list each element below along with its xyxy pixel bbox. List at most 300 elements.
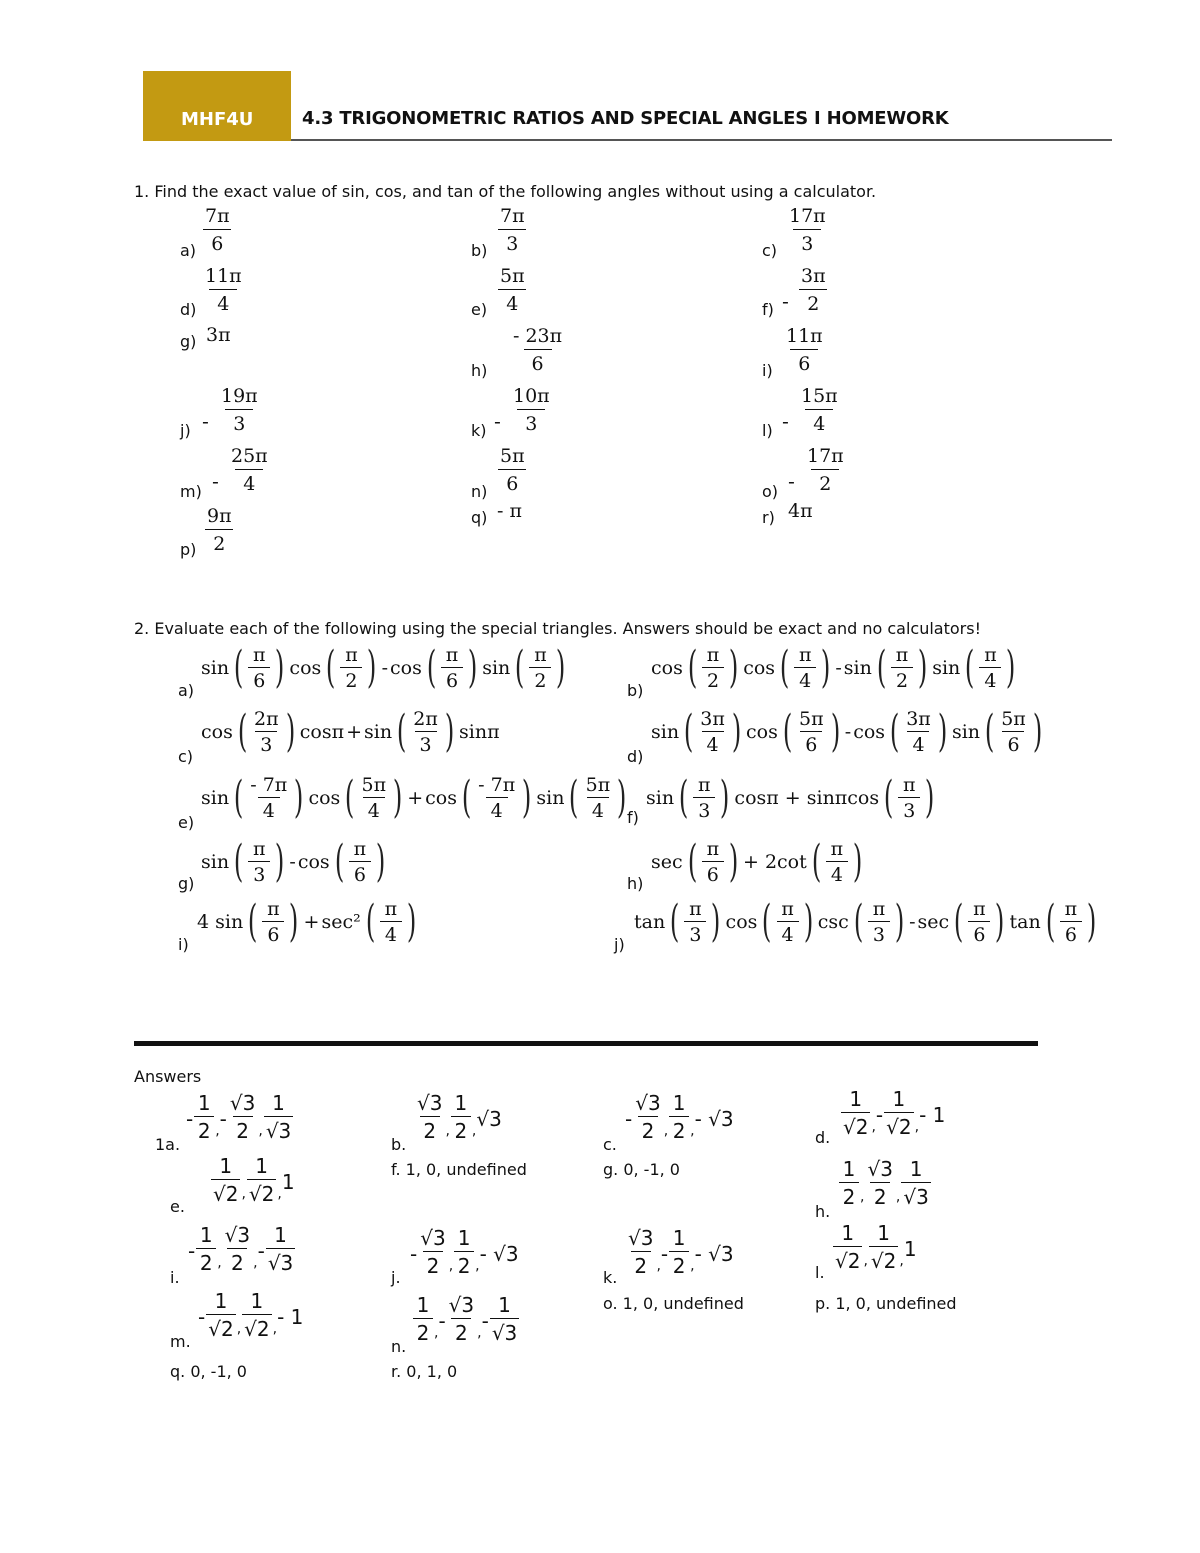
fraction-denominator: 6 xyxy=(248,667,270,694)
q1-negative-sign: - xyxy=(782,291,789,313)
fraction xyxy=(891,643,913,694)
fraction-denominator: 6 xyxy=(1002,731,1024,758)
q2-item-label: e) xyxy=(178,813,195,832)
left-paren: ( xyxy=(762,896,772,947)
q1-negative-sign: - xyxy=(494,411,501,433)
fraction-numerator: 19π xyxy=(221,385,258,407)
fraction-denominator: 4 xyxy=(907,731,929,758)
fraction xyxy=(584,773,613,824)
fraction-numerator: 5π xyxy=(500,265,525,287)
expression-term: - xyxy=(909,911,916,933)
expression-term: + xyxy=(407,787,424,809)
fraction-denominator: √2 xyxy=(833,1246,862,1275)
fraction xyxy=(248,643,270,694)
comma: , xyxy=(258,1123,263,1139)
fraction-denominator: 6 xyxy=(800,731,822,758)
fraction-numerator: √3 xyxy=(635,1091,661,1115)
fraction-numerator: 2π xyxy=(254,707,279,730)
parenthesized-fraction xyxy=(873,643,931,694)
fraction-denominator: 6 xyxy=(524,349,552,378)
fraction-denominator: √2 xyxy=(884,1112,913,1141)
fraction-denominator: √2 xyxy=(242,1314,271,1343)
fraction xyxy=(968,897,990,948)
fraction-numerator: √3 xyxy=(448,1293,475,1317)
fraction xyxy=(248,773,289,824)
fraction-denominator: 2 xyxy=(340,667,362,694)
question-1-prompt: 1. Find the exact value of sin, cos, and tan of the following angles without using a calculator. xyxy=(134,182,877,201)
q1-item-label: a) xyxy=(180,241,197,260)
right-paren: ) xyxy=(728,836,739,887)
fraction-denominator: 2 xyxy=(702,667,724,694)
fraction-numerator: 17π xyxy=(807,445,844,467)
fraction-denominator: 2 xyxy=(451,1116,471,1145)
answer-label: e. xyxy=(170,1197,185,1216)
q1-angle-fraction xyxy=(497,263,528,318)
answer-term: - xyxy=(219,1107,227,1131)
right-paren: ) xyxy=(289,896,299,947)
fraction-numerator: 7π xyxy=(205,205,230,227)
left-paren: ( xyxy=(782,706,793,757)
fraction-denominator: 4 xyxy=(702,731,724,758)
right-paren: ) xyxy=(1086,896,1097,947)
q1-item-label: h) xyxy=(471,361,488,380)
fraction-denominator: 2 xyxy=(420,1116,440,1145)
right-paren: ) xyxy=(894,896,905,947)
right-paren: ) xyxy=(830,706,840,757)
q2-item-label: g) xyxy=(178,874,195,893)
answer-term: - xyxy=(438,1309,446,1333)
fraction-denominator: 2 xyxy=(891,667,913,694)
right-paren: ) xyxy=(406,896,417,947)
fraction xyxy=(454,1225,474,1280)
answer-value xyxy=(210,1153,295,1208)
answer-label: j. xyxy=(391,1268,401,1287)
fraction xyxy=(451,1090,471,1145)
fraction xyxy=(415,1090,444,1145)
fraction xyxy=(868,897,890,948)
fraction-numerator: 1 xyxy=(457,1226,471,1250)
parenthesized-fraction xyxy=(1042,897,1100,948)
expression-term: - xyxy=(835,657,842,679)
q2-expression xyxy=(200,704,501,760)
q1-angle-fraction xyxy=(510,383,553,438)
right-paren: ) xyxy=(720,772,730,823)
comma: , xyxy=(914,1119,920,1135)
fraction xyxy=(529,643,551,694)
fraction-denominator: √2 xyxy=(206,1314,235,1343)
expression-term: 4 sin xyxy=(197,911,244,933)
expression-term: sin xyxy=(364,721,393,743)
answers-divider xyxy=(134,1041,1038,1046)
answer-value xyxy=(832,1220,917,1275)
q1-angle-fraction xyxy=(218,383,261,438)
comma: , xyxy=(863,1253,868,1269)
expression-term: + xyxy=(303,911,320,933)
fraction xyxy=(252,707,281,758)
fraction-numerator: 1 xyxy=(416,1293,430,1317)
answer-term: - 1 xyxy=(277,1305,304,1329)
parenthesized-fraction xyxy=(362,897,420,948)
fraction-numerator: √3 xyxy=(867,1157,893,1181)
comma: , xyxy=(860,1189,865,1205)
left-paren: ( xyxy=(687,642,698,693)
answer-term: - xyxy=(257,1239,265,1263)
expression-term: - xyxy=(844,721,852,743)
fraction-denominator: 3 xyxy=(498,229,526,258)
fraction-denominator: 6 xyxy=(790,349,818,378)
parenthesized-fraction xyxy=(230,837,288,888)
fraction xyxy=(901,1156,930,1211)
fraction-numerator: 3π xyxy=(700,707,725,730)
right-paren: ) xyxy=(728,642,739,693)
answer-term: - xyxy=(660,1242,669,1266)
left-paren: ( xyxy=(954,896,964,947)
fraction xyxy=(447,1292,476,1347)
fraction xyxy=(633,1090,662,1145)
fraction-denominator: 4 xyxy=(380,921,402,948)
q2-expression xyxy=(645,770,938,826)
fraction-numerator: - 7π xyxy=(250,773,288,796)
answer-label: h. xyxy=(815,1202,831,1221)
fraction-numerator: π xyxy=(830,837,844,860)
q1-angle-fraction xyxy=(798,263,829,318)
fraction xyxy=(999,707,1028,758)
left-paren: ( xyxy=(965,642,975,693)
answers-heading: Answers xyxy=(134,1067,202,1086)
fraction-numerator: π xyxy=(253,643,266,666)
right-paren: ) xyxy=(522,772,532,823)
parenthesized-fraction xyxy=(981,707,1046,758)
right-paren: ) xyxy=(937,706,948,757)
parenthesized-fraction xyxy=(666,897,724,948)
fraction-numerator: √3 xyxy=(628,1226,654,1250)
left-paren: ( xyxy=(779,642,790,693)
left-paren: ( xyxy=(233,772,244,823)
fraction xyxy=(196,1222,216,1277)
q1-angle-fraction xyxy=(202,263,245,318)
answer-label: 1a. xyxy=(155,1135,181,1154)
fraction-numerator: 3π xyxy=(906,707,931,730)
right-paren: ) xyxy=(617,772,627,823)
comma: , xyxy=(215,1123,220,1139)
fraction xyxy=(340,643,362,694)
fraction xyxy=(684,897,706,948)
left-paren: ( xyxy=(396,706,407,757)
fraction xyxy=(413,1292,433,1347)
right-paren: ) xyxy=(852,836,863,887)
left-paren: ( xyxy=(248,896,258,947)
fraction-denominator: 3 xyxy=(255,731,277,758)
fraction-denominator: 3 xyxy=(693,797,715,824)
right-paren: ) xyxy=(995,896,1005,947)
fraction-numerator: π xyxy=(903,773,916,796)
fraction-denominator: 4 xyxy=(794,667,816,694)
right-paren: ) xyxy=(711,896,721,947)
expression-term: sinπ xyxy=(459,721,500,743)
expression-term: sin xyxy=(201,657,230,679)
q2-item-label: c) xyxy=(178,747,194,766)
fraction-numerator: 1 xyxy=(255,1154,269,1178)
parenthesized-fraction xyxy=(880,773,938,824)
fraction-denominator: 2 xyxy=(638,1116,658,1145)
fraction-numerator: 5π xyxy=(585,773,611,796)
expression-term: + 2cot xyxy=(742,851,807,873)
course-code: MHF4U xyxy=(181,109,254,130)
comma: , xyxy=(899,1253,904,1269)
right-paren: ) xyxy=(731,706,742,757)
fraction-denominator: 3 xyxy=(225,409,253,438)
answer-label: k. xyxy=(603,1268,618,1287)
fraction-denominator: 3 xyxy=(898,797,920,824)
fraction-denominator: √3 xyxy=(266,1248,295,1277)
expression-term: sec xyxy=(651,851,683,873)
answer-term: √3 xyxy=(476,1107,502,1131)
expression-term: cos xyxy=(289,657,322,679)
expression-term: cos xyxy=(425,787,457,809)
fraction xyxy=(359,773,388,824)
left-paren: ( xyxy=(1045,896,1056,947)
comma: , xyxy=(277,1186,282,1202)
q1-angle-fraction xyxy=(228,443,271,498)
fraction xyxy=(349,837,371,888)
fraction-denominator: 3 xyxy=(793,229,821,258)
answer-q: q. 0, -1, 0 xyxy=(170,1362,247,1381)
fraction-numerator: π xyxy=(353,837,367,860)
fraction xyxy=(884,1086,913,1141)
fraction-numerator: 11π xyxy=(205,265,242,287)
fraction-denominator: 6 xyxy=(498,469,526,498)
fraction-numerator: π xyxy=(706,643,720,666)
left-paren: ( xyxy=(233,836,244,887)
parenthesized-fraction xyxy=(779,707,844,758)
fraction-numerator: 5π xyxy=(799,707,824,730)
expression-term: cos xyxy=(308,787,341,809)
fraction xyxy=(1060,897,1082,948)
left-paren: ( xyxy=(365,896,376,947)
expression-term: sin xyxy=(646,787,675,809)
q1-angle-fraction xyxy=(798,383,841,438)
q2-item-label: i) xyxy=(178,935,189,954)
expression-term: sec xyxy=(917,911,950,933)
comma: , xyxy=(690,1258,695,1274)
comma: , xyxy=(656,1258,661,1274)
q1-item-label: n) xyxy=(471,482,488,501)
fraction-numerator: 1 xyxy=(877,1221,891,1245)
fraction xyxy=(211,1153,240,1208)
fraction xyxy=(194,1090,214,1145)
fraction-numerator: π xyxy=(698,773,711,796)
right-paren: ) xyxy=(375,836,386,887)
fraction-denominator: 4 xyxy=(498,289,526,318)
left-paren: ( xyxy=(515,642,525,693)
fraction-numerator: 1 xyxy=(272,1091,285,1115)
fraction-denominator: 2 xyxy=(669,1116,689,1145)
left-paren: ( xyxy=(876,642,887,693)
fraction xyxy=(839,1156,859,1211)
fraction xyxy=(476,773,517,824)
fraction xyxy=(833,1220,862,1275)
expression-term: sec² xyxy=(321,911,361,933)
q1-angle-fraction xyxy=(786,203,829,258)
expression-term: sin xyxy=(482,657,511,679)
fraction-denominator: √3 xyxy=(264,1116,293,1145)
fraction-denominator: 6 xyxy=(702,861,724,888)
fraction xyxy=(669,1225,689,1280)
fraction-numerator: √3 xyxy=(420,1226,446,1250)
expression-term: cos xyxy=(651,657,683,679)
parenthesized-fraction xyxy=(961,643,1019,694)
fraction-numerator: π xyxy=(345,643,358,666)
fraction-denominator: 4 xyxy=(209,289,237,318)
q2-expression xyxy=(200,640,570,696)
fraction xyxy=(777,897,799,948)
q1-negative-sign: - xyxy=(212,471,219,493)
fraction-numerator: π xyxy=(267,897,280,920)
fraction xyxy=(264,1090,293,1145)
answer-value xyxy=(625,1225,734,1280)
parenthesized-fraction xyxy=(675,773,733,824)
header-rule xyxy=(291,139,1112,141)
answer-value xyxy=(412,1292,520,1347)
answer-value xyxy=(625,1090,734,1145)
q1-item-label: j) xyxy=(180,421,191,440)
fraction-numerator: 5π xyxy=(361,773,387,796)
expression-term: - xyxy=(289,851,296,873)
q1-angle: 3π xyxy=(206,324,231,346)
answer-r: r. 0, 1, 0 xyxy=(391,1362,458,1381)
left-paren: ( xyxy=(345,772,355,823)
right-paren: ) xyxy=(917,642,928,693)
q2-item-label: h) xyxy=(627,874,644,893)
fraction xyxy=(865,1156,894,1211)
fraction-numerator: 1 xyxy=(842,1157,856,1181)
answer-term: - √3 xyxy=(479,1242,519,1266)
fraction-numerator: 1 xyxy=(892,1087,906,1111)
parenthesized-fraction xyxy=(511,643,569,694)
left-paren: ( xyxy=(889,706,900,757)
answer-term: - xyxy=(625,1107,633,1131)
fraction-numerator: π xyxy=(798,643,812,666)
fraction-numerator: 1 xyxy=(199,1223,213,1247)
answer-o: o. 1, 0, undefined xyxy=(603,1294,744,1313)
q1-item-label: f) xyxy=(762,300,774,319)
parenthesized-fraction xyxy=(684,643,742,694)
right-paren: ) xyxy=(285,706,295,757)
expression-term: csc xyxy=(817,911,849,933)
fraction-numerator: √3 xyxy=(417,1091,443,1115)
fraction-denominator: 2 xyxy=(196,1248,216,1277)
expression-term: sin xyxy=(201,787,230,809)
fraction-denominator: 2 xyxy=(799,289,827,318)
expression-term: tan xyxy=(1009,911,1041,933)
left-paren: ( xyxy=(334,836,344,887)
expression-term: cos xyxy=(201,721,233,743)
answer-value xyxy=(410,1225,519,1280)
fraction xyxy=(826,837,848,888)
answer-label: m. xyxy=(170,1332,191,1351)
comma: , xyxy=(272,1321,278,1337)
expression-term: sin xyxy=(536,787,565,809)
fraction xyxy=(693,773,715,824)
fraction-numerator: 1 xyxy=(672,1091,686,1115)
parenthesized-fraction xyxy=(886,707,951,758)
fraction-denominator: √3 xyxy=(490,1318,519,1347)
q1-angle-fraction xyxy=(204,503,235,558)
fraction-denominator: 6 xyxy=(968,921,990,948)
expression-term: sin xyxy=(843,657,872,679)
fraction xyxy=(898,773,920,824)
fraction-numerator: 1 xyxy=(214,1289,228,1313)
fraction-numerator: π xyxy=(1064,897,1078,920)
fraction-numerator: 1 xyxy=(498,1293,511,1317)
fraction-numerator: 1 xyxy=(672,1226,686,1250)
fraction xyxy=(797,707,826,758)
fraction xyxy=(698,707,727,758)
answer-f: f. 1, 0, undefined xyxy=(391,1160,527,1179)
answer-label: d. xyxy=(815,1128,831,1147)
fraction-numerator: 1 xyxy=(197,1091,211,1115)
fraction xyxy=(626,1225,655,1280)
q2-expression xyxy=(650,640,1020,696)
left-paren: ( xyxy=(883,772,894,823)
expression-term: cos xyxy=(853,721,886,743)
fraction-denominator: √2 xyxy=(841,1112,870,1141)
fraction-denominator: √2 xyxy=(869,1246,898,1275)
parenthesized-fraction xyxy=(423,643,481,694)
left-paren: ( xyxy=(237,706,248,757)
right-paren: ) xyxy=(392,772,403,823)
fraction-numerator: √3 xyxy=(224,1223,251,1247)
comma: , xyxy=(445,1123,450,1139)
fraction xyxy=(223,1222,252,1277)
fraction xyxy=(262,897,284,948)
q1-negative-sign: - xyxy=(782,411,789,433)
fraction-denominator: 2 xyxy=(870,1182,890,1211)
answer-value xyxy=(414,1090,502,1145)
q1-item-label: d) xyxy=(180,300,197,319)
parenthesized-fraction xyxy=(950,897,1008,948)
answer-term: 1 xyxy=(281,1170,295,1194)
parenthesized-fraction xyxy=(393,707,458,758)
comma: , xyxy=(241,1186,246,1202)
right-paren: ) xyxy=(275,836,285,887)
q1-item-label: q) xyxy=(471,508,488,527)
fraction-denominator: 2 xyxy=(631,1251,651,1280)
fraction-numerator: π xyxy=(973,897,986,920)
fraction-numerator: 11π xyxy=(786,325,823,347)
q1-angle-fraction xyxy=(783,323,826,378)
answer-term: - 1 xyxy=(919,1103,946,1127)
fraction xyxy=(380,897,402,948)
fraction-denominator: 2 xyxy=(413,1318,433,1347)
q1-negative-sign: - xyxy=(788,471,795,493)
q1-item-label: k) xyxy=(471,421,487,440)
fraction-numerator: 10π xyxy=(513,385,550,407)
fraction xyxy=(979,643,1001,694)
right-paren: ) xyxy=(444,706,455,757)
fraction-denominator: 2 xyxy=(454,1251,474,1280)
fraction-numerator: 1 xyxy=(909,1157,923,1181)
fraction xyxy=(490,1292,519,1347)
parenthesized-fraction xyxy=(322,643,380,694)
q2-item-label: d) xyxy=(627,747,644,766)
q1-item-label: c) xyxy=(762,241,778,260)
q1-item-label: p) xyxy=(180,540,197,559)
fraction-denominator: 2 xyxy=(811,469,839,498)
answer-p: p. 1, 0, undefined xyxy=(815,1294,957,1313)
answer-term: - xyxy=(198,1305,206,1329)
right-paren: ) xyxy=(1032,706,1043,757)
